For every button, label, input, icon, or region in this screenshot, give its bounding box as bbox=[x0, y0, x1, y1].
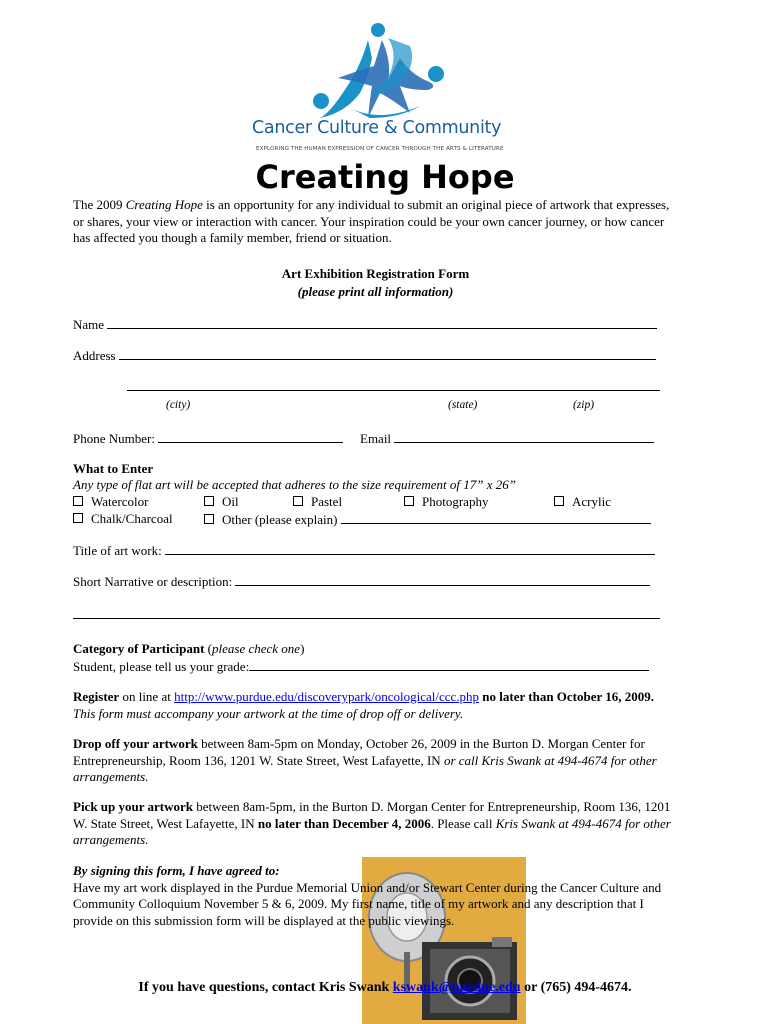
form-subheading: (please print all information) bbox=[297, 284, 454, 299]
narrative-line-2[interactable] bbox=[73, 606, 660, 624]
email-field[interactable]: Email bbox=[360, 430, 654, 448]
what-to-enter-heading: What to Enter bbox=[73, 461, 154, 476]
pick-up-paragraph: Pick up your artwork between 8am-5pm, in the Burton D. Morgan Center for Entrepreneurship, Room 136, 1201 W. State Street, West Lafayette, IN no later than December 4, 2006. Please call Kris Swank at 494-4674 for other arrangements. bbox=[73, 799, 671, 847]
category-heading: Category of Participant (please check one) bbox=[73, 641, 305, 656]
checkbox-oil[interactable]: Oil bbox=[204, 494, 239, 511]
checkbox-chalk-charcoal[interactable]: Chalk/Charcoal bbox=[73, 511, 173, 528]
phone-field[interactable]: Phone Number: bbox=[73, 430, 343, 448]
form-heading: Art Exhibition Registration Form bbox=[281, 266, 470, 281]
checkbox-icon bbox=[404, 496, 414, 506]
zip-label: (zip) bbox=[573, 399, 595, 411]
register-paragraph: Register on line at http://www.purdue.edu/discoverypark/oncological/ccc.php no later than October 16, 2009. This form must accompany your artwork at the time of drop off or delivery. bbox=[73, 689, 655, 721]
size-requirement-note: Any type of flat art will be accepted that adheres to the size requirement of 17” x 26” bbox=[73, 477, 517, 492]
checkbox-icon bbox=[554, 496, 564, 506]
state-label: (state) bbox=[448, 399, 478, 411]
checkbox-other[interactable]: Other (please explain) bbox=[204, 511, 651, 529]
checkbox-acrylic[interactable]: Acrylic bbox=[554, 494, 611, 511]
checkbox-photography[interactable]: Photography bbox=[404, 494, 488, 511]
checkbox-icon bbox=[204, 514, 214, 524]
logo-tagline: EXPLORING THE HUMAN EXPRESSION OF CANCER THROUGH THE ARTS & LITERATURE bbox=[256, 146, 504, 152]
checkbox-icon bbox=[293, 496, 303, 506]
contact-email-link[interactable]: kswank@purdue.edu bbox=[392, 980, 521, 995]
checkbox-pastel[interactable]: Pastel bbox=[293, 494, 342, 511]
city-label: (city) bbox=[166, 399, 191, 411]
logo-org-name: Cancer Culture & Community bbox=[252, 118, 502, 138]
intro-paragraph: The 2009 Creating Hope is an opportunity for any individual to submit an original piece of artwork that expresses, or shares, your view or interaction with cancer. Your inspiration could be your own cancer journey, or how cancer has affected you though a family member, friend or situation. bbox=[73, 197, 670, 245]
name-field[interactable]: Name bbox=[73, 316, 657, 334]
student-grade-field[interactable]: Student, please tell us your grade: bbox=[73, 658, 649, 676]
checkbox-icon bbox=[73, 496, 83, 506]
narrative-field[interactable]: Short Narrative or description: bbox=[73, 573, 650, 591]
address-line-2[interactable] bbox=[127, 378, 660, 396]
drop-off-paragraph: Drop off your artwork between 8am-5pm on Monday, October 26, 2009 in the Burton D. Morgan Center for Entrepreneurship, Room 136, 1201 W. State Street, West Lafayette, IN or call Kris Swank at 494-4674 for other arrangements. bbox=[73, 736, 657, 784]
contact-footer: If you have questions, contact Kris Swank kswank@purdue.edu or (765) 494-4674. bbox=[138, 980, 632, 995]
title-of-work-field[interactable]: Title of art work: bbox=[73, 542, 655, 560]
register-link[interactable]: http://www.purdue.edu/discoverypark/oncological/ccc.php bbox=[174, 689, 480, 704]
address-field[interactable]: Address bbox=[73, 347, 656, 365]
checkbox-watercolor[interactable]: Watercolor bbox=[73, 494, 148, 511]
checkbox-icon bbox=[73, 513, 83, 523]
checkbox-icon bbox=[204, 496, 214, 506]
agreement-paragraph: By signing this form, I have agreed to: Have my art work displayed in the Purdue Memorial Union and/or Stewart Center during the Cancer Culture and Community Colloquium November 5 & 6, 2009. My first name, title of my artwork and any description that I provide on this submission form will be displayed at the public viewings. bbox=[73, 863, 662, 928]
page-title: Creating Hope bbox=[255, 158, 515, 196]
